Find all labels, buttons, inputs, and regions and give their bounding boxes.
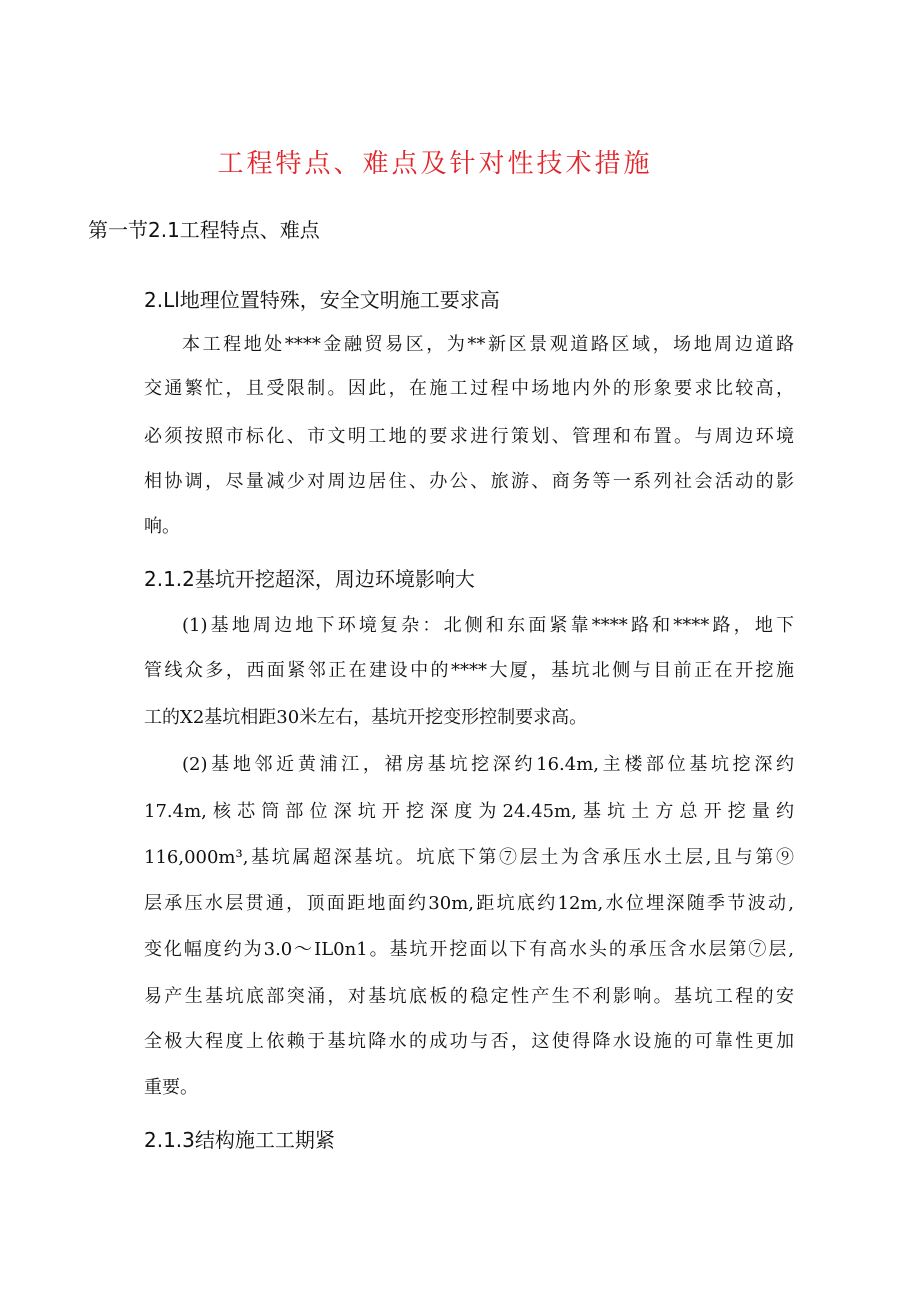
paragraph-line: 相协调，尽量减少对周边居住、办公、旅游、商务等一系列社会活动的影 xyxy=(144,471,794,492)
subsection-heading-2-1-3: 2.1.3结构施工工期紧 xyxy=(144,1128,335,1152)
subsection-heading-2-1-2: 2.1.2基坑开挖超深，周边环境影响大 xyxy=(144,567,475,591)
paragraph-line: (1)基地周边地下环境复杂：北侧和东面紧靠****路和****路，地下 xyxy=(182,615,794,636)
paragraph-line: 变化幅度约为3.0～IL0n1。基坑开挖面以下有高水头的承压含水层第⑦层, xyxy=(144,939,794,960)
section-heading: 第一节2.1工程特点、难点 xyxy=(88,218,320,242)
paragraph-line: 全极大程度上依赖于基坑降水的成功与否，这使得降水设施的可靠性更加 xyxy=(144,1031,794,1052)
document-title: 工程特点、难点及针对性技术措施 xyxy=(217,149,653,179)
paragraph-line: 必须按照市标化、市文明工地的要求进行策划、管理和布置。与周边环境 xyxy=(144,426,794,447)
paragraph-line: 工的X2基坑相距30米左右，基坑开挖变形控制要求高。 xyxy=(144,707,588,728)
paragraph-line: 本工程地处****金融贸易区，为**新区景观道路区域，场地周边道路 xyxy=(182,334,794,355)
paragraph-line: 116,000m³,基坑属超深基坑。坑底下第⑦层土为含承压水土层,且与第⑨ xyxy=(144,847,794,868)
paragraph-line: (2)基地邻近黄浦江，裙房基坑挖深约16.4m,主楼部位基坑挖深约 xyxy=(182,754,794,775)
subsection-heading-2-1-1: 2.Ll地理位置特殊，安全文明施工要求高 xyxy=(144,288,500,312)
paragraph-line: 响。 xyxy=(144,516,180,537)
paragraph-line: 易产生基坑底部突涌，对基坑底板的稳定性产生不利影响。基坑工程的安 xyxy=(144,986,794,1007)
paragraph-line: 层承压水层贯通，顶面距地面约30m,距坑底约12m,水位埋深随季节波动, xyxy=(144,893,794,914)
paragraph-line: 重要。 xyxy=(144,1077,198,1098)
paragraph-line: 管线众多，西面紧邻正在建设中的****大厦，基坑北侧与目前正在开挖施 xyxy=(144,660,794,681)
paragraph-line: 17.4m,核芯筒部位深坑开挖深度为24.45m,基坑土方总开挖量约 xyxy=(144,801,794,822)
paragraph-line: 交通繁忙，且受限制。因此，在施工过程中场地内外的形象要求比较高， xyxy=(144,378,794,399)
